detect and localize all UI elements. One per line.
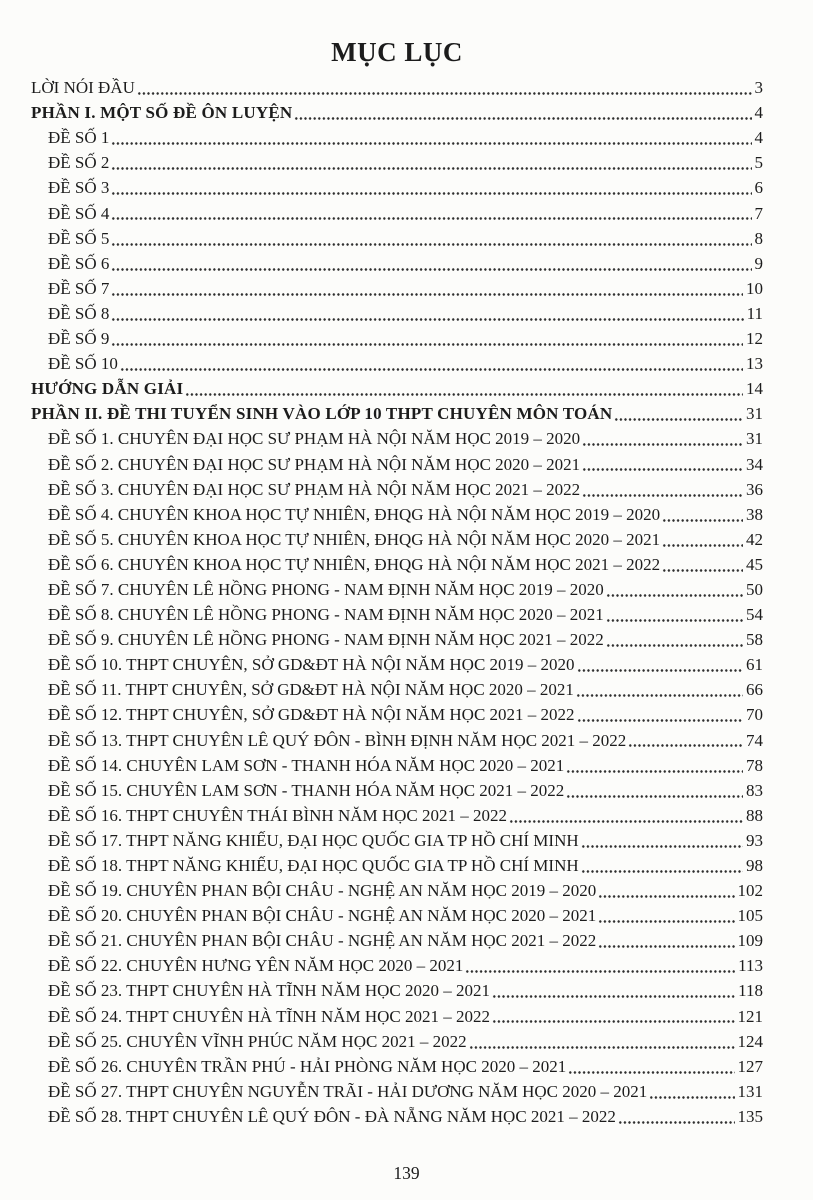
dot-leader bbox=[111, 177, 751, 199]
toc-entry bbox=[31, 1028, 763, 1053]
toc-entry-page: 113 bbox=[738, 956, 763, 976]
toc-entry bbox=[31, 325, 763, 350]
toc-entry bbox=[31, 124, 763, 149]
toc-entry-label: ĐỀ SỐ 5. CHUYÊN KHOA HỌC TỰ NHIÊN, ĐHQG HÀ NỘI NĂM HỌC 2020 – 2021 bbox=[48, 529, 661, 549]
toc-entry bbox=[31, 977, 763, 1002]
dot-leader bbox=[465, 955, 735, 977]
toc-entry-label: ĐỀ SỐ 22. CHUYÊN HƯNG YÊN NĂM HỌC 2020 – 2021 bbox=[48, 956, 464, 976]
dot-leader bbox=[606, 579, 743, 601]
toc-entry-label: ĐỀ SỐ 26. CHUYÊN TRẦN PHÚ - HẢI PHÒNG NĂM HỌC 2020 – 2021 bbox=[48, 1056, 567, 1076]
dot-leader bbox=[628, 730, 743, 752]
toc-entry-label: PHẦN II. ĐỀ THI TUYỂN SINH VÀO LỚP 10 THPT CHUYÊN MÔN TOÁN bbox=[31, 404, 613, 424]
toc-entry-label: ĐỀ SỐ 20. CHUYÊN PHAN BỘI CHÂU - NGHỆ AN NĂM HỌC 2020 – 2021 bbox=[48, 906, 597, 926]
dot-leader bbox=[582, 454, 743, 476]
dot-leader bbox=[582, 479, 743, 501]
toc-entry-label: ĐỀ SỐ 13. THPT CHUYÊN LÊ QUÝ ĐÔN - BÌNH ĐỊNH NĂM HỌC 2021 – 2022 bbox=[48, 730, 627, 750]
dot-leader bbox=[566, 755, 743, 777]
toc-entry-label: ĐỀ SỐ 16. THPT CHUYÊN THÁI BÌNH NĂM HỌC 2021 – 2022 bbox=[48, 805, 508, 825]
toc-entry-label: ĐỀ SỐ 2 bbox=[48, 153, 110, 173]
toc-entry-label: ĐỀ SỐ 8 bbox=[48, 303, 110, 323]
dot-leader bbox=[509, 805, 743, 827]
toc-entry bbox=[31, 174, 763, 199]
dot-leader bbox=[582, 428, 743, 450]
toc-entry-page: 105 bbox=[737, 906, 763, 926]
toc-entry-label: ĐỀ SỐ 1 bbox=[48, 128, 110, 148]
toc-entry bbox=[31, 551, 763, 576]
toc-entry bbox=[31, 1103, 763, 1128]
toc-entry bbox=[31, 676, 763, 701]
toc-entry bbox=[31, 777, 763, 802]
dot-leader bbox=[577, 704, 743, 726]
dot-leader bbox=[576, 679, 743, 701]
toc-entry-page: 9 bbox=[754, 253, 763, 273]
toc-entry-page: 14 bbox=[746, 379, 763, 399]
dot-leader bbox=[137, 77, 752, 99]
toc-entry bbox=[31, 99, 763, 124]
dot-leader bbox=[469, 1031, 735, 1053]
toc-list bbox=[31, 74, 763, 1128]
toc-entry bbox=[31, 726, 763, 751]
toc-entry bbox=[31, 701, 763, 726]
toc-entry bbox=[31, 927, 763, 952]
toc-entry-label: ĐỀ SỐ 17. THPT NĂNG KHIẾU, ĐẠI HỌC QUỐC GIA TP HỒ CHÍ MINH bbox=[48, 830, 579, 850]
toc-entry-page: 31 bbox=[746, 404, 763, 424]
toc-entry-label: ĐỀ SỐ 15. CHUYÊN LAM SƠN - THANH HÓA NĂM HỌC 2021 – 2022 bbox=[48, 780, 565, 800]
toc-entry bbox=[31, 877, 763, 902]
toc-entry-page: 70 bbox=[746, 705, 763, 725]
toc-entry-page: 121 bbox=[737, 1006, 763, 1026]
toc-entry-page: 102 bbox=[737, 881, 763, 901]
toc-entry-label: ĐỀ SỐ 8. CHUYÊN LÊ HỒNG PHONG - NAM ĐỊNH NĂM HỌC 2020 – 2021 bbox=[48, 605, 604, 625]
toc-entry-label: ĐỀ SỐ 3 bbox=[48, 178, 110, 198]
toc-entry bbox=[31, 576, 763, 601]
toc-entry-label: ĐỀ SỐ 6 bbox=[48, 253, 110, 273]
toc-entry-page: 38 bbox=[746, 504, 763, 524]
toc-entry bbox=[31, 375, 763, 400]
toc-entry-label: ĐỀ SỐ 25. CHUYÊN VĨNH PHÚC NĂM HỌC 2021 – 2022 bbox=[48, 1031, 467, 1051]
toc-entry-label: ĐỀ SỐ 7. CHUYÊN LÊ HỒNG PHONG - NAM ĐỊNH NĂM HỌC 2019 – 2020 bbox=[48, 579, 604, 599]
toc-entry bbox=[31, 827, 763, 852]
toc-entry-page: 4 bbox=[754, 128, 763, 148]
toc-entry-page: 34 bbox=[746, 454, 763, 474]
page-title: MỤC LỤC bbox=[331, 37, 463, 67]
toc-entry-label: ĐỀ SỐ 24. THPT CHUYÊN HÀ TĨNH NĂM HỌC 2021 – 2022 bbox=[48, 1006, 491, 1026]
dot-leader bbox=[662, 554, 743, 576]
toc-entry-label: LỜI NÓI ĐẦU bbox=[31, 78, 135, 98]
toc-entry bbox=[31, 651, 763, 676]
toc-entry bbox=[31, 450, 763, 475]
toc-entry bbox=[31, 626, 763, 651]
toc-entry bbox=[31, 199, 763, 224]
toc-entry-page: 12 bbox=[746, 329, 763, 349]
toc-entry-page: 66 bbox=[746, 680, 763, 700]
dot-leader bbox=[581, 855, 743, 877]
toc-entry-page: 50 bbox=[746, 579, 763, 599]
dot-leader bbox=[492, 1006, 734, 1028]
toc-entry bbox=[31, 476, 763, 501]
toc-entry-label: ĐỀ SỐ 21. CHUYÊN PHAN BỘI CHÂU - NGHỆ AN NĂM HỌC 2021 – 2022 bbox=[48, 931, 597, 951]
toc-entry-label: ĐỀ SỐ 27. THPT CHUYÊN NGUYỄN TRÃI - HẢI DƯƠNG NĂM HỌC 2020 – 2021 bbox=[48, 1081, 648, 1101]
dot-leader bbox=[185, 378, 743, 400]
toc-entry-page: 124 bbox=[737, 1031, 763, 1051]
toc-entry-label: ĐỀ SỐ 11. THPT CHUYÊN, SỞ GD&ĐT HÀ NỘI NĂM HỌC 2020 – 2021 bbox=[48, 680, 574, 700]
toc-entry-page: 54 bbox=[746, 605, 763, 625]
toc-entry-label: ĐỀ SỐ 6. CHUYÊN KHOA HỌC TỰ NHIÊN, ĐHQG HÀ NỘI NĂM HỌC 2021 – 2022 bbox=[48, 554, 661, 574]
dot-leader bbox=[598, 905, 734, 927]
toc-entry-page: 58 bbox=[746, 630, 763, 650]
dot-leader bbox=[492, 980, 735, 1002]
dot-leader bbox=[111, 228, 751, 250]
toc-entry-label: ĐỀ SỐ 19. CHUYÊN PHAN BỘI CHÂU - NGHỆ AN NĂM HỌC 2019 – 2020 bbox=[48, 881, 597, 901]
dot-leader bbox=[606, 604, 743, 626]
toc-entry bbox=[31, 1053, 763, 1078]
toc-entry-page: 4 bbox=[754, 103, 763, 123]
dot-leader bbox=[598, 880, 734, 902]
toc-entry-page: 11 bbox=[746, 303, 763, 323]
toc-entry-label: ĐỀ SỐ 28. THPT CHUYÊN LÊ QUÝ ĐÔN - ĐÀ NẴNG NĂM HỌC 2021 – 2022 bbox=[48, 1106, 616, 1126]
toc-entry-label: ĐỀ SỐ 14. CHUYÊN LAM SƠN - THANH HÓA NĂM HỌC 2020 – 2021 bbox=[48, 755, 565, 775]
toc-entry-page: 118 bbox=[738, 981, 763, 1001]
toc-entry-label: ĐỀ SỐ 18. THPT NĂNG KHIẾU, ĐẠI HỌC QUỐC GIA TP HỒ CHÍ MINH bbox=[48, 856, 579, 875]
toc-entry bbox=[31, 601, 763, 626]
toc-entry-page: 13 bbox=[746, 354, 763, 374]
toc-entry-page: 3 bbox=[754, 78, 763, 98]
toc-entry-label: ĐỀ SỐ 4 bbox=[48, 203, 110, 223]
toc-entry-page: 88 bbox=[746, 805, 763, 825]
toc-entry-page: 61 bbox=[746, 655, 763, 675]
toc-entry-page: 109 bbox=[737, 931, 763, 951]
dot-leader bbox=[606, 629, 743, 651]
toc-entry bbox=[31, 802, 763, 827]
dot-leader bbox=[294, 102, 751, 124]
toc-entry bbox=[31, 149, 763, 174]
toc-entry bbox=[31, 952, 763, 977]
dot-leader bbox=[111, 253, 751, 275]
toc-entry-label: ĐỀ SỐ 2. CHUYÊN ĐẠI HỌC SƯ PHẠM HÀ NỘI NĂM HỌC 2020 – 2021 bbox=[48, 454, 581, 474]
toc-entry bbox=[31, 250, 763, 275]
toc-entry-page: 93 bbox=[746, 830, 763, 850]
toc-entry bbox=[31, 902, 763, 927]
dot-leader bbox=[111, 152, 751, 174]
toc-entry-page: 74 bbox=[746, 730, 763, 750]
toc-entry bbox=[31, 400, 763, 425]
dot-leader bbox=[618, 1106, 735, 1128]
toc-entry-page: 10 bbox=[746, 278, 763, 298]
toc-entry bbox=[31, 752, 763, 777]
dot-leader bbox=[566, 780, 743, 802]
toc-entry-label: ĐỀ SỐ 10 bbox=[48, 354, 118, 374]
toc-entry bbox=[31, 425, 763, 450]
toc-entry-label: ĐỀ SỐ 4. CHUYÊN KHOA HỌC TỰ NHIÊN, ĐHQG HÀ NỘI NĂM HỌC 2019 – 2020 bbox=[48, 504, 661, 524]
dot-leader bbox=[120, 353, 743, 375]
toc-entry-page: 127 bbox=[737, 1056, 763, 1076]
toc-entry-page: 7 bbox=[754, 203, 763, 223]
page-number: 139 bbox=[393, 1163, 420, 1183]
dot-leader bbox=[111, 127, 751, 149]
dot-leader bbox=[614, 403, 743, 425]
toc-entry bbox=[31, 501, 763, 526]
toc-entry-page: 45 bbox=[746, 554, 763, 574]
toc-entry-page: 83 bbox=[746, 780, 763, 800]
toc-entry-page: 8 bbox=[754, 228, 763, 248]
dot-leader bbox=[111, 303, 743, 325]
dot-leader bbox=[598, 930, 734, 952]
dot-leader bbox=[111, 203, 751, 225]
dot-leader bbox=[662, 504, 743, 526]
toc-entry bbox=[31, 852, 763, 877]
toc-entry-page: 131 bbox=[737, 1081, 763, 1101]
toc-entry bbox=[31, 350, 763, 375]
dot-leader bbox=[649, 1081, 734, 1103]
toc-entry bbox=[31, 275, 763, 300]
toc-entry-label: ĐỀ SỐ 12. THPT CHUYÊN, SỞ GD&ĐT HÀ NỘI NĂM HỌC 2021 – 2022 bbox=[48, 705, 575, 725]
toc-entry-page: 31 bbox=[746, 429, 763, 449]
dot-leader bbox=[568, 1056, 734, 1078]
toc-entry-label: ĐỀ SỐ 3. CHUYÊN ĐẠI HỌC SƯ PHẠM HÀ NỘI NĂM HỌC 2021 – 2022 bbox=[48, 479, 581, 499]
toc-entry-label: HƯỚNG DẪN GIẢI bbox=[31, 379, 184, 399]
toc-entry-label: PHẦN I. MỘT SỐ ĐỀ ÔN LUYỆN bbox=[31, 103, 293, 123]
toc-entry-page: 6 bbox=[754, 178, 763, 198]
dot-leader bbox=[577, 654, 743, 676]
toc-entry-label: ĐỀ SỐ 10. THPT CHUYÊN, SỞ GD&ĐT HÀ NỘI NĂM HỌC 2019 – 2020 bbox=[48, 655, 575, 675]
dot-leader bbox=[111, 278, 743, 300]
toc-entry-page: 36 bbox=[746, 479, 763, 499]
dot-leader bbox=[111, 328, 743, 350]
toc-entry bbox=[31, 526, 763, 551]
toc-entry-label: ĐỀ SỐ 7 bbox=[48, 278, 110, 298]
toc-entry-page: 98 bbox=[746, 856, 763, 875]
toc-entry-label: ĐỀ SỐ 23. THPT CHUYÊN HÀ TĨNH NĂM HỌC 2020 – 2021 bbox=[48, 981, 491, 1001]
dot-leader bbox=[662, 529, 743, 551]
toc-entry-label: ĐỀ SỐ 9. CHUYÊN LÊ HỒNG PHONG - NAM ĐỊNH NĂM HỌC 2021 – 2022 bbox=[48, 630, 604, 650]
toc-entry-label: ĐỀ SỐ 5 bbox=[48, 228, 110, 248]
toc-entry-page: 5 bbox=[754, 153, 763, 173]
dot-leader bbox=[581, 830, 743, 852]
toc-entry-page: 78 bbox=[746, 755, 763, 775]
toc-entry-label: ĐỀ SỐ 1. CHUYÊN ĐẠI HỌC SƯ PHẠM HÀ NỘI NĂM HỌC 2019 – 2020 bbox=[48, 429, 581, 449]
toc-entry-page: 135 bbox=[737, 1106, 763, 1126]
toc-entry bbox=[31, 1078, 763, 1103]
toc-entry bbox=[31, 1002, 763, 1027]
toc-entry bbox=[31, 225, 763, 250]
toc-entry bbox=[31, 300, 763, 325]
toc-entry-page: 42 bbox=[746, 529, 763, 549]
toc-entry-label: ĐỀ SỐ 9 bbox=[48, 329, 110, 349]
toc-entry bbox=[31, 74, 763, 99]
